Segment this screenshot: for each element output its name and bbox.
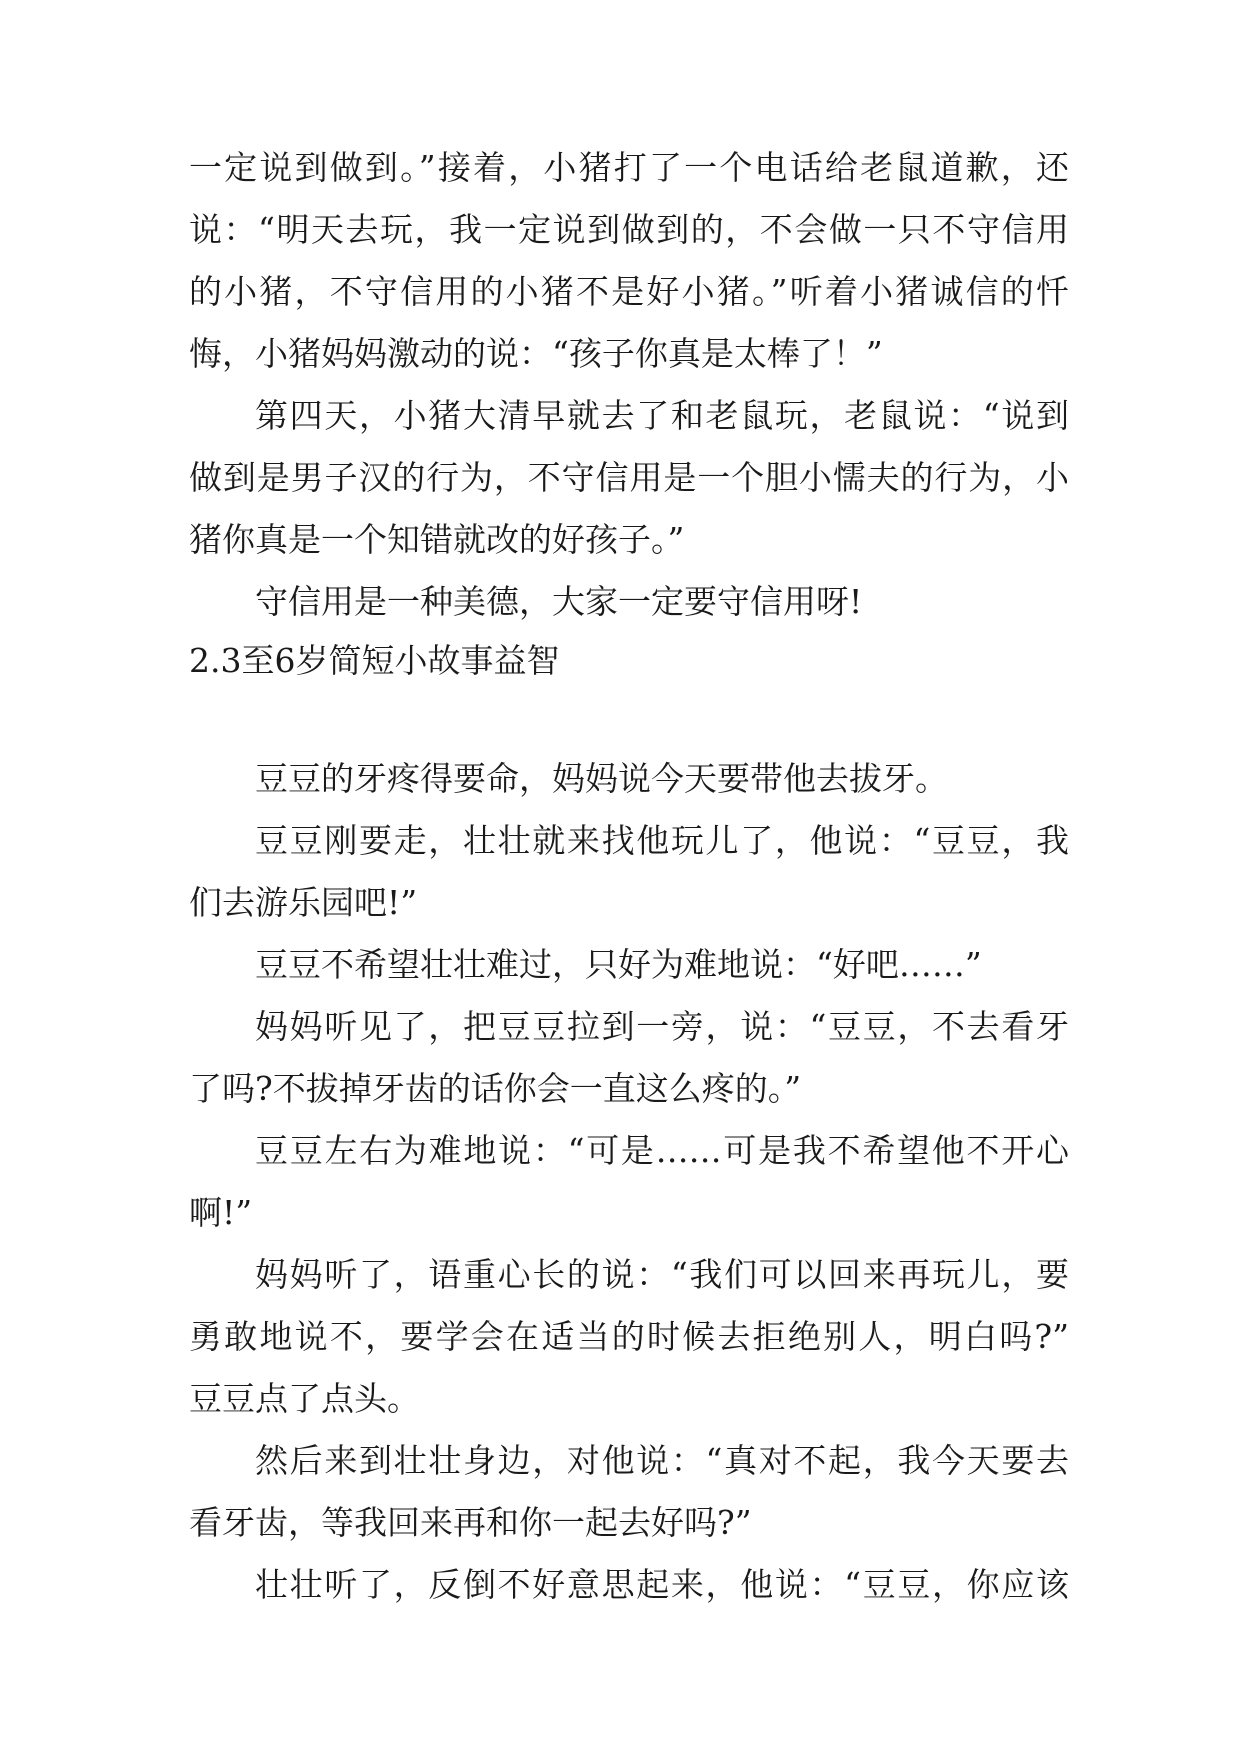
paragraph-first-line: 壮壮听了，反倒不好意思起来，他说：“豆豆，你应该 [255,1565,1069,1604]
text-line: 们去游乐园吧!” [189,883,418,922]
paragraph-first-line: 豆豆左右为难地说：“可是……可是我不希望他不开心 [255,1131,1069,1170]
paragraph-first-line: 豆豆不希望壮壮难过，只好为难地说：“好吧……” [255,945,982,984]
section-heading: 2.3至6岁简短小故事益智 [189,641,560,680]
text-line: 的小猪，不守信用的小猪不是好小猪。”听着小猪诚信的忏 [189,272,1069,311]
paragraph-first-line: 然后来到壮壮身边，对他说：“真对不起，我今天要去 [255,1441,1069,1480]
text-line: 悔，小猪妈妈激动的说：“孩子你真是太棒了！” [189,334,883,373]
text-line: 做到是男子汉的行为，不守信用是一个胆小懦夫的行为，小 [189,458,1069,497]
text-line: 勇敢地说不，要学会在适当的时候去拒绝别人，明白吗?” [189,1317,1069,1356]
paragraph-first-line: 守信用是一种美德，大家一定要守信用呀! [255,582,863,621]
text-line: 看牙齿，等我回来再和你一起去好吗?” [189,1503,752,1542]
text-line: 一定说到做到。”接着，小猪打了一个电话给老鼠道歉，还 [189,148,1069,187]
paragraph-first-line: 豆豆刚要走，壮壮就来找他玩儿了，他说：“豆豆，我 [255,821,1069,860]
text-line: 了吗?不拔掉牙齿的话你会一直这么疼的。” [189,1069,802,1108]
text-line: 猪你真是一个知错就改的好孩子。” [189,520,685,559]
paragraph-first-line: 豆豆的牙疼得要命，妈妈说今天要带他去拔牙。 [255,759,948,798]
text-line: 豆豆点了点头。 [189,1379,420,1418]
paragraph-first-line: 第四天，小猪大清早就去了和老鼠玩，老鼠说：“说到 [255,396,1069,435]
text-line: 说：“明天去玩，我一定说到做到的，不会做一只不守信用 [189,210,1069,249]
text-line: 啊!” [189,1193,253,1232]
paragraph-first-line: 妈妈听见了，把豆豆拉到一旁，说：“豆豆，不去看牙 [255,1007,1069,1046]
paragraph-first-line: 妈妈听了，语重心长的说：“我们可以回来再玩儿，要 [255,1255,1069,1294]
